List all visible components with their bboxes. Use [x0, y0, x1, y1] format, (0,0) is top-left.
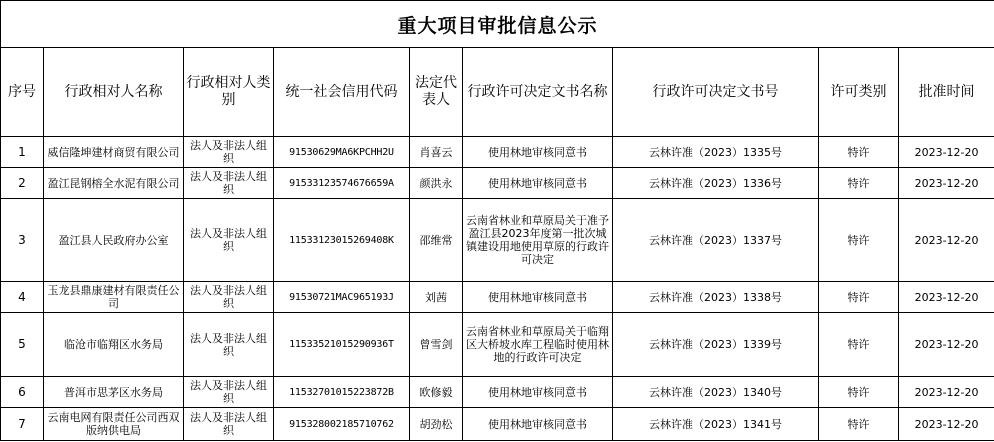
- cell-no: 1: [1, 137, 44, 168]
- header-doc-name: 行政许可决定文书名称: [463, 48, 613, 137]
- cell-credit-code: 11533123015269408K: [274, 199, 410, 282]
- cell-doc-name: 云南省林业和草原局关于准予盈江县2023年度第一批次城镇建设用地使用草原的行政许可决定: [463, 199, 613, 282]
- cell-name: 威信隆坤建材商贸有限公司: [44, 137, 184, 168]
- cell-doc-name: 使用林地审核同意书: [463, 377, 613, 408]
- table-row: [1, 137, 994, 168]
- header-row: [1, 48, 994, 137]
- cell-date: 2023-12-20: [899, 168, 994, 199]
- cell-license-type: 特许: [819, 282, 899, 313]
- cell-doc-name: 云南省林业和草原局关于临翔区大桥坡水库工程临时使用林地的行政许可决定: [463, 313, 613, 377]
- header-credit-code: 统一社会信用代码: [274, 48, 410, 137]
- cell-category: 法人及非法人组织: [184, 282, 274, 313]
- cell-name: 盈江县人民政府办公室: [44, 199, 184, 282]
- cell-rep: 刘茜: [410, 282, 463, 313]
- cell-credit-code: 91533123574676659A: [274, 168, 410, 199]
- cell-rep: 欧修毅: [410, 377, 463, 408]
- cell-name: 盈江昆钢榕全水泥有限公司: [44, 168, 184, 199]
- header-category: 行政相对人类别: [184, 48, 274, 137]
- cell-rep: 邵维常: [410, 199, 463, 282]
- cell-doc-name: 使用林地审核同意书: [463, 168, 613, 199]
- cell-credit-code: 91530629MA6KPCHH2U: [274, 137, 410, 168]
- cell-name: 临沧市临翔区水务局: [44, 313, 184, 377]
- table-row: [1, 377, 994, 408]
- cell-doc-no: 云林许准（2023）1337号: [613, 199, 819, 282]
- cell-doc-no: 云林许准（2023）1335号: [613, 137, 819, 168]
- cell-no: 6: [1, 377, 44, 408]
- cell-credit-code: 91530721MAC965193J: [274, 282, 410, 313]
- cell-credit-code: 11532701015223872B: [274, 377, 410, 408]
- cell-no: 4: [1, 282, 44, 313]
- cell-no: 5: [1, 313, 44, 377]
- cell-license-type: 特许: [819, 137, 899, 168]
- header-date: 批准时间: [899, 48, 994, 137]
- cell-no: 3: [1, 199, 44, 282]
- cell-license-type: 特许: [819, 377, 899, 408]
- cell-license-type: 特许: [819, 199, 899, 282]
- table-row: [1, 282, 994, 313]
- table-row: [1, 168, 994, 199]
- cell-date: 2023-12-20: [899, 408, 994, 441]
- cell-category: 法人及非法人组织: [184, 168, 274, 199]
- cell-doc-name: 使用林地审核同意书: [463, 282, 613, 313]
- cell-name: 普洱市思茅区水务局: [44, 377, 184, 408]
- table-row: [1, 408, 994, 441]
- cell-date: 2023-12-20: [899, 313, 994, 377]
- cell-license-type: 特许: [819, 168, 899, 199]
- cell-name: 云南电网有限责任公司西双版纳供电局: [44, 408, 184, 441]
- cell-no: 2: [1, 168, 44, 199]
- cell-category: 法人及非法人组织: [184, 408, 274, 441]
- cell-date: 2023-12-20: [899, 282, 994, 313]
- cell-license-type: 特许: [819, 313, 899, 377]
- cell-license-type: 特许: [819, 408, 899, 441]
- cell-doc-no: 云林许准（2023）1339号: [613, 313, 819, 377]
- header-name: 行政相对人名称: [44, 48, 184, 137]
- cell-date: 2023-12-20: [899, 137, 994, 168]
- cell-doc-no: 云林许准（2023）1340号: [613, 377, 819, 408]
- header-no: 序号: [1, 48, 44, 137]
- page-title: 重大项目审批信息公示: [1, 1, 994, 48]
- cell-category: 法人及非法人组织: [184, 137, 274, 168]
- header-license-type: 许可类别: [819, 48, 899, 137]
- cell-category: 法人及非法人组织: [184, 313, 274, 377]
- cell-doc-name: 使用林地审核同意书: [463, 408, 613, 441]
- cell-credit-code: 91532800218571076​2: [274, 408, 410, 441]
- cell-category: 法人及非法人组织: [184, 377, 274, 408]
- cell-name: 玉龙县鼎康建材有限责任公司: [44, 282, 184, 313]
- cell-date: 2023-12-20: [899, 377, 994, 408]
- cell-credit-code: 11533521015290936T: [274, 313, 410, 377]
- cell-doc-name: 使用林地审核同意书: [463, 137, 613, 168]
- cell-date: 2023-12-20: [899, 199, 994, 282]
- cell-rep: 曾雪剑: [410, 313, 463, 377]
- cell-rep: 肖喜云: [410, 137, 463, 168]
- header-rep: 法定代表人: [410, 48, 463, 137]
- table-row: [1, 313, 994, 377]
- header-doc-no: 行政许可决定文书号: [613, 48, 819, 137]
- cell-doc-no: 云林许准（2023）1341号: [613, 408, 819, 441]
- cell-doc-no: 云林许准（2023）1336号: [613, 168, 819, 199]
- cell-no: 7: [1, 408, 44, 441]
- cell-category: 法人及非法人组织: [184, 199, 274, 282]
- table-row: [1, 199, 994, 282]
- cell-doc-no: 云林许准（2023）1338号: [613, 282, 819, 313]
- cell-rep: 颜洪永: [410, 168, 463, 199]
- cell-rep: 胡劲松: [410, 408, 463, 441]
